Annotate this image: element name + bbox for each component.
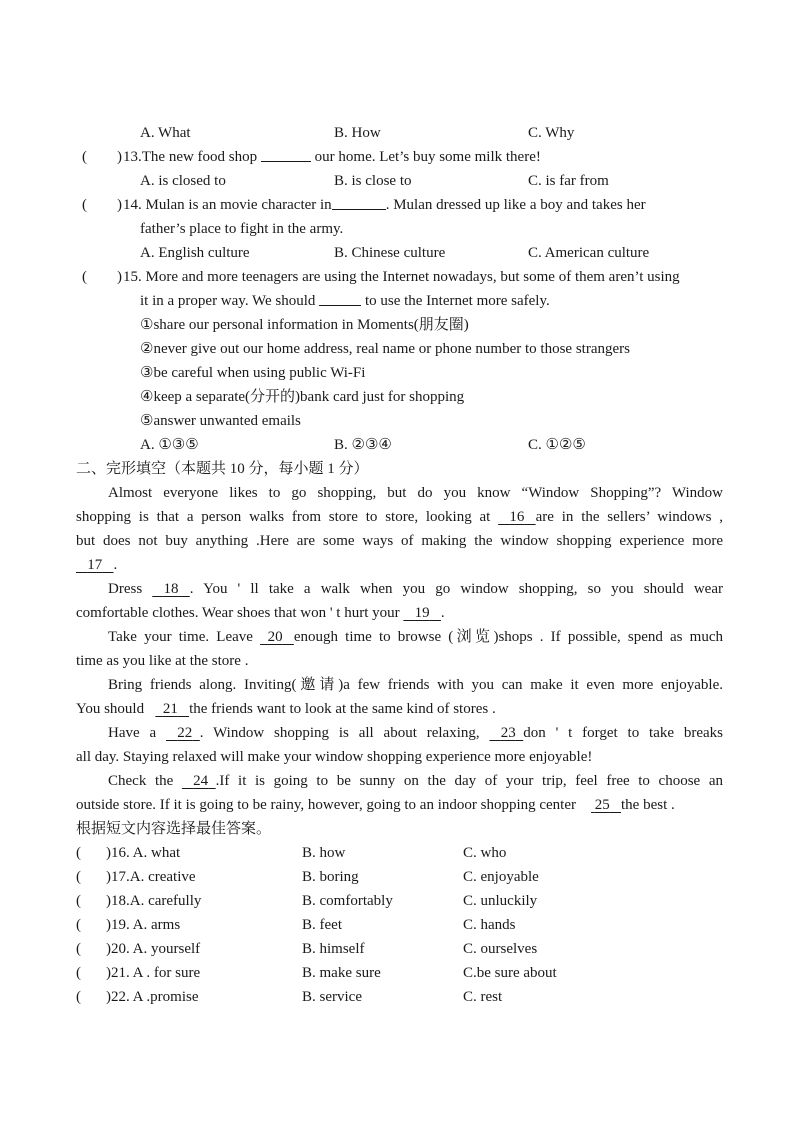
answer-paren[interactable]: ( ) <box>82 149 122 165</box>
question-option-b: B. make sure <box>302 965 381 981</box>
passage-line: You should 21 the friends want to look at the same kind of stores . <box>76 698 723 720</box>
q15-line2 <box>140 290 550 312</box>
question-option-c: C. rest <box>463 989 503 1005</box>
blank-18[interactable]: 18 <box>163 581 179 597</box>
answer-blank[interactable] <box>332 194 386 210</box>
question-option-b: B. service <box>302 989 362 1005</box>
question-option-a: )18.A. carefully <box>106 893 202 909</box>
passage-line: Almost everyone likes to go shopping, but do you know “Window Shopping”? Window <box>108 485 723 501</box>
question-option-b: B. how <box>302 845 346 861</box>
q14-options <box>0 242 794 264</box>
passage-line: comfortable clothes. Wear shoes that won ' t hurt your 19 . <box>76 602 723 624</box>
q12-option-c: C. Why <box>528 125 575 141</box>
question-option-c: C. enjoyable <box>463 869 539 885</box>
answer-paren[interactable]: ( <box>76 965 81 981</box>
passage-line: outside store. If it is going to be rainy, however, going to an indoor shopping center 25 the best . <box>76 794 723 816</box>
q15-line1: 15. More and more teenagers are using the Internet nowadays, but some of them aren’t using <box>123 269 680 285</box>
question-option-a: )21. A . for sure <box>106 965 201 981</box>
blank-24[interactable]: 24 <box>193 773 209 789</box>
question-row <box>0 890 794 912</box>
question-option-c: C.be sure about <box>463 965 557 981</box>
q15-line2-before: it in a proper way. We should <box>140 293 316 309</box>
q13-text-after: our home. Let’s buy some milk there! <box>314 149 541 165</box>
q14-option-b: B. Chinese culture <box>334 245 446 261</box>
question-option-a: )22. A .promise <box>106 989 199 1005</box>
question-option-c: C. hands <box>463 917 516 933</box>
answer-paren[interactable]: ( ) <box>82 269 122 285</box>
question-row <box>0 914 794 936</box>
passage-line: Check the 24 .If it is going to be sunny on the day of your trip, feel free to choose an <box>76 770 723 792</box>
q14-text-after: . Mulan dressed up like a boy and takes her <box>385 197 646 213</box>
answer-blank[interactable] <box>319 290 361 306</box>
blank-19[interactable]: 19 <box>414 605 430 621</box>
blank-20[interactable]: 20 <box>267 629 283 645</box>
question-option-c: C. ourselves <box>463 941 538 957</box>
q15-item: ③be careful when using public Wi-Fi <box>140 365 366 381</box>
q15-option-a: A. ①③⑤ <box>140 437 199 453</box>
answer-paren[interactable]: ( <box>76 917 81 933</box>
q13-option-b: B. is close to <box>334 173 412 189</box>
passage-line: Dress 18 . You ' ll take a walk when you go window shopping, so you should wear <box>76 578 723 600</box>
answer-paren[interactable]: ( <box>76 845 81 861</box>
question-option-a: )16. A. what <box>106 845 181 861</box>
blank-17[interactable]: 17 <box>87 557 103 573</box>
q13-option-a: A. is closed to <box>140 173 226 189</box>
q15-item: ⑤answer unwanted emails <box>140 413 301 429</box>
answer-paren[interactable]: ( <box>76 989 81 1005</box>
question-option-a: )17.A. creative <box>106 869 196 885</box>
passage-line: shopping is that a person walks from store to store, looking at 16 are in the sellers’ windows , <box>76 506 723 528</box>
passage-line: all day. Staying relaxed will make your window shopping experience more enjoyable! <box>76 749 593 765</box>
q15-stem <box>0 266 794 288</box>
passage-line: Have a 22 . Window shopping is all about relaxing, 23 don ' t forget to take breaks <box>76 722 723 744</box>
question-row <box>0 986 794 1008</box>
q15-options <box>0 434 794 456</box>
question-option-b: B. himself <box>302 941 365 957</box>
instruction: 根据短文内容选择最佳答案。 <box>76 821 272 837</box>
q13-text-before: 13.The new food shop <box>123 149 258 165</box>
q15-line2-after: to use the Internet more safely. <box>364 293 550 309</box>
question-option-b: B. comfortably <box>302 893 393 909</box>
question-option-c: C. who <box>463 845 507 861</box>
q15-option-c: C. ①②⑤ <box>528 437 586 453</box>
passage-line: 17 . <box>76 554 723 576</box>
answer-paren[interactable]: ( <box>76 941 81 957</box>
question-option-a: )20. A. yourself <box>106 941 201 957</box>
q14-option-c: C. American culture <box>528 245 650 261</box>
answer-paren[interactable]: ( ) <box>82 197 122 213</box>
q14-stem <box>0 194 794 216</box>
answer-paren[interactable]: ( <box>76 893 81 909</box>
blank-25[interactable]: 25 <box>594 797 610 813</box>
passage-line: but does not buy anything .Here are some ways of making the window shopping experience more <box>76 533 723 549</box>
q14-text-before: 14. Mulan is an movie character in <box>123 197 332 213</box>
section-heading: 二、完形填空（本题共 10 分，每小题 1 分） <box>76 461 369 477</box>
blank-23[interactable]: 23 <box>500 725 516 741</box>
q12-option-a: A. What <box>140 125 191 141</box>
blank-16[interactable]: 16 <box>509 509 525 525</box>
answer-blank[interactable] <box>261 146 311 162</box>
passage-line: Take your time. Leave 20 enough time to browse (浏览)shops . If possible, spend as much <box>76 626 723 648</box>
question-row <box>0 842 794 864</box>
q15-option-b: B. ②③④ <box>334 437 392 453</box>
answer-paren[interactable]: ( <box>76 869 81 885</box>
question-row <box>0 962 794 984</box>
q12-option-b: B. How <box>334 125 381 141</box>
q15-item: ①share our personal information in Moments(朋友圈) <box>140 317 469 333</box>
blank-21[interactable]: 21 <box>162 701 178 717</box>
q14-option-a: A. English culture <box>140 245 250 261</box>
question-row <box>0 938 794 960</box>
q12-options <box>0 122 794 144</box>
blank-22[interactable]: 22 <box>177 725 193 741</box>
q14-line2: father’s place to fight in the army. <box>140 221 344 237</box>
q13-stem <box>0 146 794 168</box>
q15-item: ④keep a separate(分开的)bank card just for shopping <box>140 389 465 405</box>
question-row <box>0 866 794 888</box>
q13-option-c: C. is far from <box>528 173 609 189</box>
question-option-b: B. feet <box>302 917 342 933</box>
passage-line: Bring friends along. Inviting(邀请)a few friends with you can make it even more enjoyable. <box>108 677 723 693</box>
question-option-c: C. unluckily <box>463 893 538 909</box>
q15-item: ②never give out our home address, real name or phone number to those strangers <box>140 341 630 357</box>
q13-options <box>0 170 794 192</box>
question-option-b: B. boring <box>302 869 359 885</box>
question-option-a: )19. A. arms <box>106 917 181 933</box>
passage-line: time as you like at the store . <box>76 653 249 669</box>
